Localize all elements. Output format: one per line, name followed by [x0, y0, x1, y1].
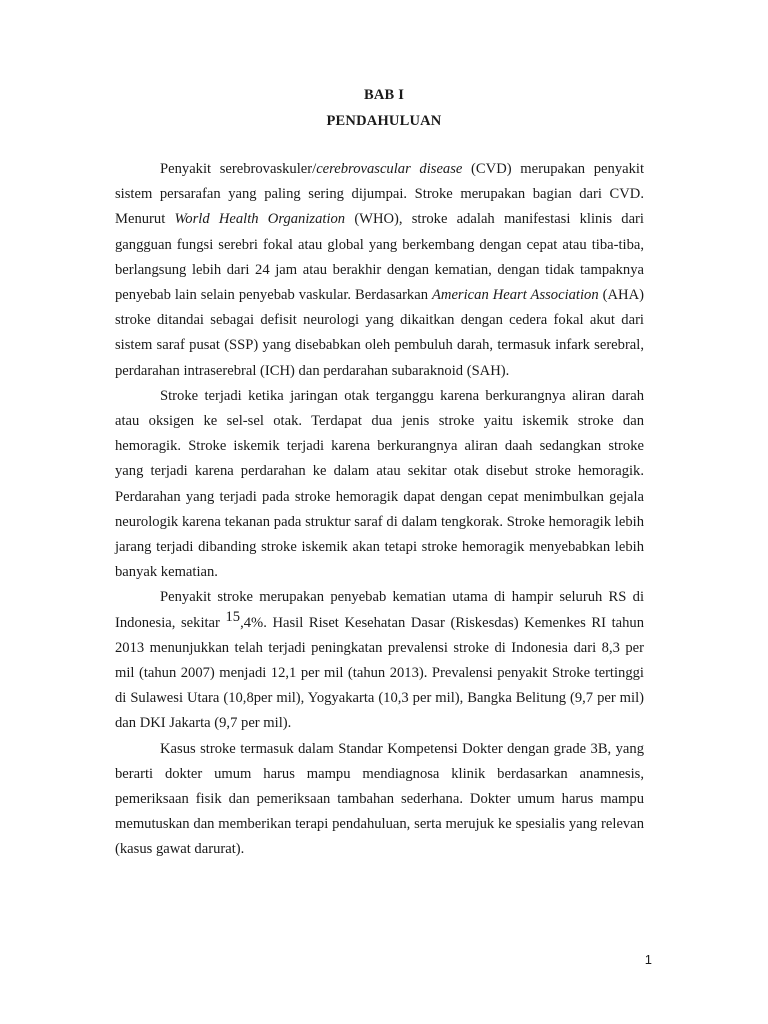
italic-term: American Heart Association [432, 287, 599, 304]
paragraph-stroke-types: Stroke terjadi ketika jaringan otak terganggu karena berkurangnya aliran darah atau oksigen ke sel-sel otak. Terdapat dua jenis stroke yaitu iskemik stroke dan hemoragik. Stroke iskemik terjadi karena berkurangnya aliran daah sedangkan stroke yang terjadi karena perdarahan ke dalam atau sekitar otak disebut stroke hemoragik. Perdarahan yang terjadi pada stroke hemoragik dapat dengan cepat menimbulkan gejala neurologik karena tekanan pada struktur saraf di dalam tengkorak. Stroke hemoragik lebih jarang terjadi dibanding stroke iskemik akan tetapi stroke hemoragik menyebabkan lebih banyak kematian. [115, 387, 644, 581]
text-run: (WHO), stroke adalah manifestasi klinis dari gangguan fungsi serebri fokal atau global yang berkembang dengan cepat atau tiba-tiba, berlangsung lebih dari 24 jam atau berakhir dengan kematian, dengan tidak tampaknya penyebab lain selain penyebab vaskular. Berdasarkan [115, 211, 644, 304]
italic-term: cerebrovascular disease [316, 161, 463, 177]
text-run: ,4%. Hasil Riset Kesehatan Dasar (Riskesdas) Kemenkes RI tahun 2013 menunjukkan telah terjadi peningkatan prevalensi stroke di Indonesia dari 8,3 per mil (tahun 2007) menjadi 12,1 per mil (tahun 2013). Prevalensi penyakit Stroke tertinggi di Sulawesi Utara (10,8per mil), Yogyakarta (10,3 per mil), Bangka Belitung (9,7 per mil) dan DKI Jakarta (9,7 per mil). [115, 614, 644, 732]
paragraph-cvd-definition [115, 157, 644, 384]
text-run: Penyakit serebrovaskuler/ [160, 161, 317, 177]
chapter-title: PENDAHULUAN [326, 113, 442, 129]
italic-term: World Health Organization [174, 211, 346, 228]
text-run: (CVD) merupakan penyakit sistem persarafan yang paling sering dijumpai. Stroke merupakan bagian dari CVD. Menurut [115, 161, 645, 228]
paragraph-competency-standard: Kasus stroke termasuk dalam Standar Kompetensi Dokter dengan grade 3B, yang berarti dokter umum harus mampu mendiagnosa klinik berdasarkan anamnesis, pemeriksaan fisik dan pemeriksaan tambahan sederhana. Dokter umum harus mampu memutuskan dan memberikan terapi pendahuluan, serta merujuk ke spesialis yang relevan (kasus gawat darurat). [115, 740, 644, 858]
paragraph-stroke-prevalence [115, 585, 644, 736]
chapter-heading: BAB I [363, 87, 405, 103]
text-run: (AHA) stroke ditandai sebagai defisit neurologi yang dikaitkan dengan cedera fokal akut dari sistem saraf pusat (SSP) yang disebabkan oleh pembuluh darah, termasuk infark serebral, perdarahan intraserebral (ICH) dan perdarahan subaraknoid (SAH). [115, 287, 644, 379]
document-body [115, 157, 644, 863]
page-number: 1 [644, 952, 652, 967]
text-run: Penyakit stroke merupakan penyebab kematian utama di hampir seluruh RS di Indonesia, sekitar [115, 589, 644, 631]
superscript-number: 15 [225, 608, 241, 625]
